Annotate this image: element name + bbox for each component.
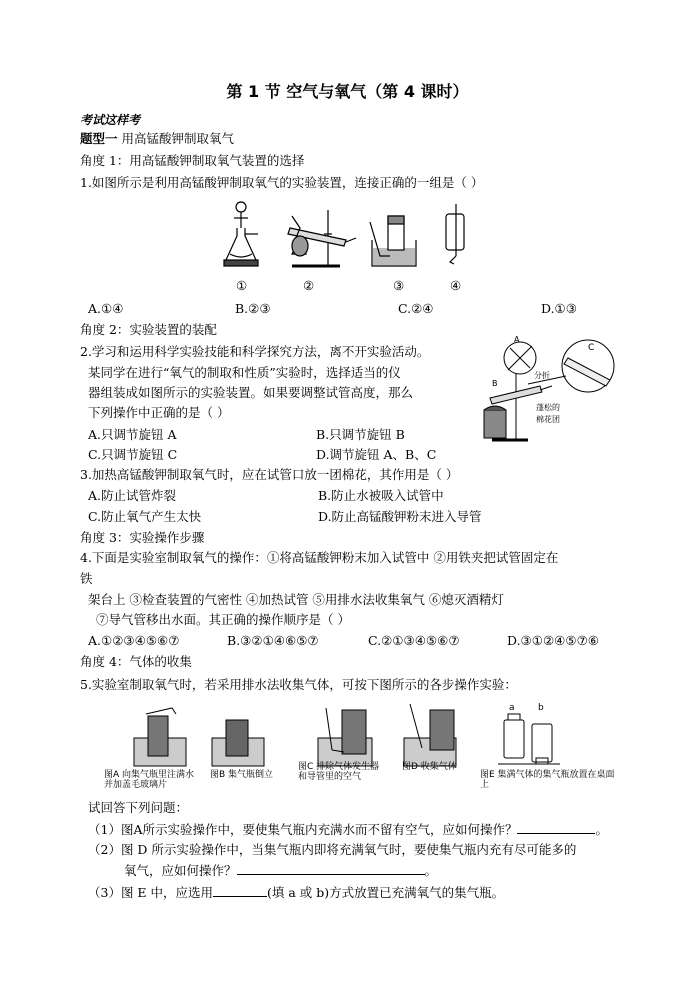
q4-option-c: C.②①③④⑤⑥⑦ bbox=[368, 633, 460, 648]
q5-apparatus-figure bbox=[120, 702, 600, 768]
q4-option-b: B.③②①④⑥⑤⑦ bbox=[227, 633, 319, 648]
q5-sub-3-text-b: (填 a 或 b)方式放置已充满氧气的集气瓶。 bbox=[267, 885, 505, 900]
q3-option-b: B.防止水被吸入试管中 bbox=[318, 488, 444, 503]
question-type-heading bbox=[80, 131, 234, 147]
knob-c-label: C bbox=[588, 343, 595, 353]
q1-apparatus-figure bbox=[220, 198, 480, 276]
q3-option-d: D.防止高锰酸钾粉末进入导管 bbox=[318, 509, 482, 524]
water-trough-icon bbox=[370, 216, 416, 266]
q4-line-3: 架台上 ③检查装置的气密性 ④加热试管 ⑤用排水法收集氧气 ⑥熄灭酒精灯 bbox=[88, 592, 504, 607]
answer-blank-3[interactable] bbox=[213, 884, 267, 897]
fig-a-caption: 图A 向集气瓶里注满水并加盖毛玻璃片 bbox=[104, 770, 195, 790]
q5-prompt: 试回答下列问题： bbox=[88, 800, 189, 815]
q2-apparatus-figure bbox=[470, 336, 620, 448]
angle-3-heading: 角度 3：实验操作步骤 bbox=[80, 530, 205, 545]
section-label: 考试这样考 bbox=[80, 113, 141, 127]
fig-label-1: ① bbox=[236, 278, 248, 293]
q1-option-c: C.②④ bbox=[398, 301, 434, 316]
q1-stem: 1.如图所示是利用高锰酸钾制取氧气的实验装置，连接正确的一组是（ ） bbox=[80, 175, 484, 190]
q4-line-4: ⑦导气管移出水面。其正确的操作顺序是（ ） bbox=[96, 612, 350, 627]
stand-tube-apparatus-icon bbox=[288, 210, 356, 266]
q5-sub-2a: （2）图 D 所示实验操作中，当集气瓶内即将充满氧气时，要使集气瓶内充有尽可能多的 bbox=[88, 842, 577, 857]
q2-line-3: 器组装成如图所示的实验装置。如果要调整试管高度，那么 bbox=[88, 385, 414, 400]
q1-option-b: B.②③ bbox=[235, 301, 271, 316]
q1-option-a: A.①④ bbox=[88, 301, 124, 316]
q5-sub-3-text-a: （3）图 E 中，应选用 bbox=[88, 885, 214, 900]
q2-line-2: 某同学在进行“氧气的制取和性质”实验时，选择适当的仪 bbox=[88, 365, 401, 380]
q4-line-2: 铁 bbox=[80, 571, 93, 586]
bottle-b-label: b bbox=[538, 703, 544, 713]
cotton-label-1: 蓬松的 bbox=[536, 403, 560, 412]
q5-sub-2b-text: 氧气，应如何操作？ bbox=[124, 863, 237, 878]
flask-apparatus-icon bbox=[224, 202, 258, 266]
q5-sub-1 bbox=[88, 821, 608, 838]
q3-option-c: C.防止氧气产生太快 bbox=[88, 509, 202, 524]
sub-1-period: 。 bbox=[595, 822, 608, 837]
q3-stem: 3.加热高锰酸钾制取氧气时，应在试管口放一团棉花，其作用是（ ） bbox=[80, 467, 459, 482]
q4-option-a: A.①②③④⑤⑥⑦ bbox=[88, 633, 180, 648]
fig-e-caption: 图E 集满气体的集气瓶放置在桌面上 bbox=[480, 770, 615, 790]
q2-line-1: 2.学习和运用科学实验技能和科学探究方法，离不开实验活动。 bbox=[80, 344, 430, 359]
fig-label-2: ② bbox=[303, 278, 315, 293]
q5-sub-1-text: （1）图A所示实验操作中，要使集气瓶内充满水而不留有空气，应如何操作？ bbox=[88, 822, 518, 837]
fig-label-3: ③ bbox=[393, 278, 405, 293]
page-title: 第 1 节 空气与氧气（第 4 课时） bbox=[226, 82, 469, 101]
q2-option-b: B.只调节旋钮 B bbox=[316, 427, 405, 442]
answer-blank-1[interactable] bbox=[517, 821, 595, 834]
q2-line-4: 下列操作中正确的是（ ） bbox=[88, 405, 230, 420]
knob-b-label: B bbox=[492, 379, 498, 388]
type-text: 用高锰酸钾制取氧气 bbox=[121, 131, 235, 146]
angle-1-heading: 角度 1：用高锰酸钾制取氧气装置的选择 bbox=[80, 153, 305, 168]
q3-option-a: A.防止试管炸裂 bbox=[88, 488, 177, 503]
type-label: 题型一 bbox=[80, 131, 118, 146]
q2-option-d: D.调节旋钮 A、B、C bbox=[316, 447, 437, 462]
knob-a-label: A bbox=[514, 335, 520, 344]
plug-label: 分折 bbox=[534, 371, 550, 380]
q5-sub-2b bbox=[124, 862, 437, 879]
bottle-a-label: a bbox=[509, 703, 515, 713]
sub-2-period: 。 bbox=[424, 863, 438, 878]
q5-sub-3 bbox=[88, 884, 504, 901]
angle-2-heading: 角度 2：实验装置的装配 bbox=[80, 322, 217, 337]
fig-label-4: ④ bbox=[450, 278, 462, 293]
q4-line-1: 4.下面是实验室制取氧气的操作：①将高锰酸钾粉末加入试管中 ②用铁夹把试管固定在 bbox=[80, 550, 559, 565]
q2-option-a: A.只调节旋钮 A bbox=[88, 427, 177, 442]
angle-4-heading: 角度 4：气体的收集 bbox=[80, 654, 192, 669]
fig-d-caption: 图D 收集气体 bbox=[402, 762, 457, 772]
cotton-label-2: 棉花团 bbox=[536, 415, 560, 424]
inverted-bottle-icon bbox=[446, 204, 464, 264]
q5-stem: 5.实验室制取氧气时，若采用排水法收集气体，可按下图所示的各步操作实验： bbox=[80, 677, 517, 692]
q1-option-d: D.①③ bbox=[541, 301, 577, 316]
answer-blank-2[interactable] bbox=[237, 862, 425, 875]
fig-c-caption: 图C 排除气体发生器和导管里的空气 bbox=[298, 762, 380, 782]
q2-option-c: C.只调节旋钮 C bbox=[88, 447, 178, 462]
fig-b-caption: 图B 集气瓶倒立 bbox=[210, 770, 274, 780]
q4-option-d: D.③①②④⑤⑦⑥ bbox=[507, 633, 599, 648]
